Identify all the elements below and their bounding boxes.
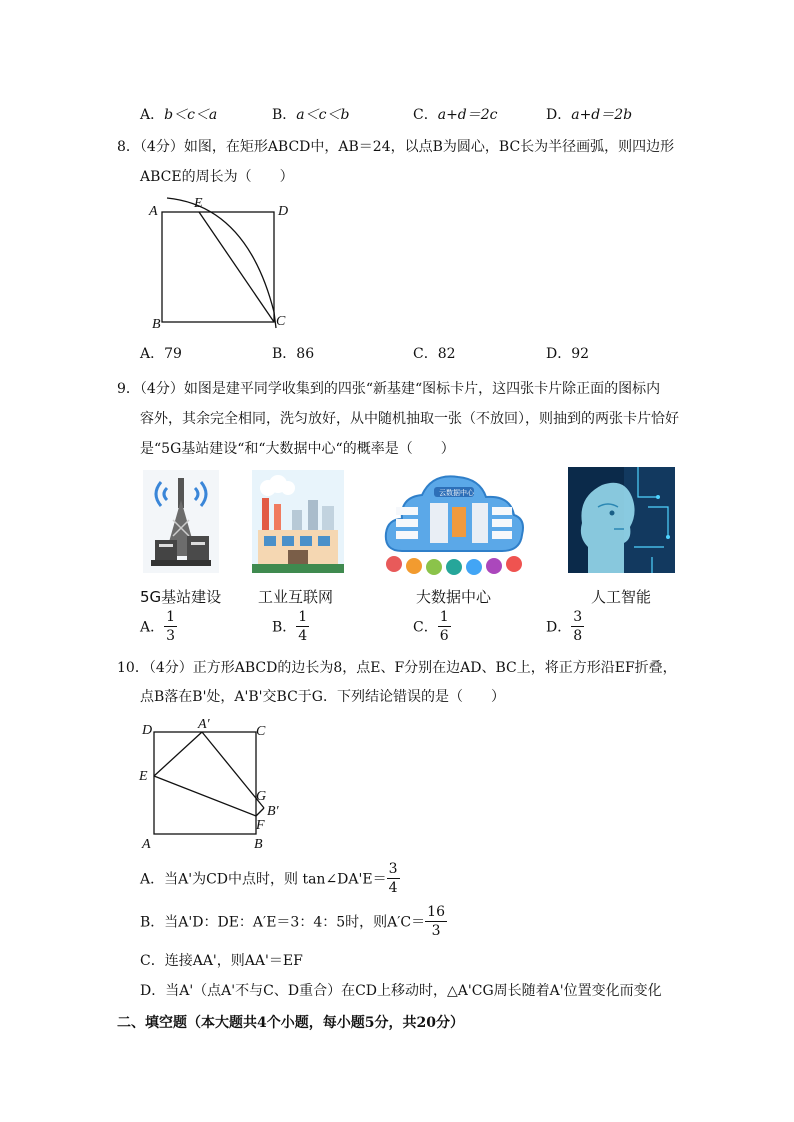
q10-option-d: D．当A'（点A'不与C、D重合）在CD上移动时，△A'CG周长随着A'位置变化而变化 — [140, 983, 662, 999]
q8-label-d: D — [278, 204, 289, 219]
q9-option-d: D． $\frac{3}{8}$ — [546, 609, 583, 644]
card-label-data-center: 大数据中心 — [416, 588, 492, 606]
q8-rectangle-abcd — [162, 212, 274, 322]
q10-label-c: C — [256, 724, 266, 739]
card-5g-image — [143, 470, 219, 573]
q8-label-b: B — [152, 317, 161, 332]
q7-option-b: B．a＜c＜b — [272, 107, 350, 123]
card-label-ai: 人工智能 — [591, 588, 652, 606]
q9-stem-line2: 容外，其余完全相同，洗匀放好，从中随机抽取一张（不放回），则抽到的两张卡片恰好 — [140, 411, 679, 427]
q8-option-b: B．86 — [272, 346, 315, 362]
q8-label-e: E — [194, 196, 203, 211]
q9-stem-line1: 9．（4分）如图是建平同学收集到的四张“新基建“图标卡片，这四张卡片除正面的图标内 — [117, 381, 661, 397]
section-fill-in-heading: 二、填空题（本大题共4个小题，每小题5分，共20分） — [117, 1015, 464, 1031]
q8-label-a: A — [149, 204, 158, 219]
q10-label-e: E — [139, 769, 148, 784]
q8-option-d: D．92 — [546, 346, 590, 362]
q10-option-c: C．连接AA'，则AA'＝EF — [140, 953, 303, 969]
q8-arc — [167, 198, 274, 312]
q8-stem-line2: ABCE的周长为（ ） — [140, 169, 294, 185]
q10-segment-ea1 — [154, 732, 202, 776]
q8-option-c: C．82 — [413, 346, 456, 362]
cloud-title: 云数据中心 — [439, 489, 474, 497]
q10-label-g: G — [256, 789, 267, 804]
card-industrial-internet-image — [252, 470, 344, 573]
q10-fold-figure — [138, 716, 298, 856]
q10-label-b: B — [254, 837, 263, 852]
q8-segment-ec — [199, 212, 274, 322]
q8-label-c: C — [276, 314, 286, 329]
q9-option-c: C． $\frac{1}{6}$ — [413, 609, 449, 644]
q9-option-a: A． $\frac{1}{3}$ — [140, 609, 176, 644]
q7-option-d: D．a+d＝2b — [546, 107, 633, 123]
q10-label-a1: A′ — [198, 717, 210, 732]
card-label-5g: 5G基站建设 — [140, 588, 222, 606]
q8-option-a: A．79 — [140, 346, 182, 362]
card-ai-image — [568, 467, 675, 573]
q10-segment-a1b1 — [202, 732, 267, 808]
q10-label-b1: B′ — [267, 804, 279, 819]
q10-stem-line1: 10．（4分）正方形ABCD的边长为8，点E、F分别在边AD、BC上，将正方形沿EF折叠， — [117, 660, 677, 676]
q7-option-c: C．a+d＝2c — [413, 107, 498, 123]
q9-option-b: B． $\frac{1}{4}$ — [272, 609, 308, 644]
q10-stem-line2: 点B落在B'处，A'B'交BC于G．下列结论错误的是（ ） — [140, 689, 505, 705]
card-label-industrial-internet: 工业互联网 — [258, 588, 334, 606]
q9-stem-line3: 是“5G基站建设“和“大数据中心“的概率是（ ） — [140, 441, 455, 457]
q10-label-d: D — [142, 723, 153, 738]
q8-stem-line1: 8．（4分）如图，在矩形ABCD中，AB＝24，以点B为圆心，BC长为半径画弧，则四边形 — [117, 139, 675, 155]
q10-square — [154, 732, 256, 834]
q10-segment-b1f — [256, 808, 264, 816]
q10-label-a: A — [142, 837, 151, 852]
q7-option-a: A．b＜c＜a — [140, 107, 218, 123]
card-data-center-image — [382, 467, 526, 580]
q10-option-b: B．当A'D：DE：A′E＝3：4：5时，则A′C＝ $\frac{16}{3}$ — [140, 904, 445, 939]
q10-label-f: F — [256, 818, 265, 833]
q10-segment-ef — [154, 776, 256, 816]
q8-rectangle-figure — [142, 192, 322, 332]
q10-option-a: A．当A'为CD中点时，则 tan∠DA'E＝ $\frac{3}{4}$ — [140, 861, 398, 896]
